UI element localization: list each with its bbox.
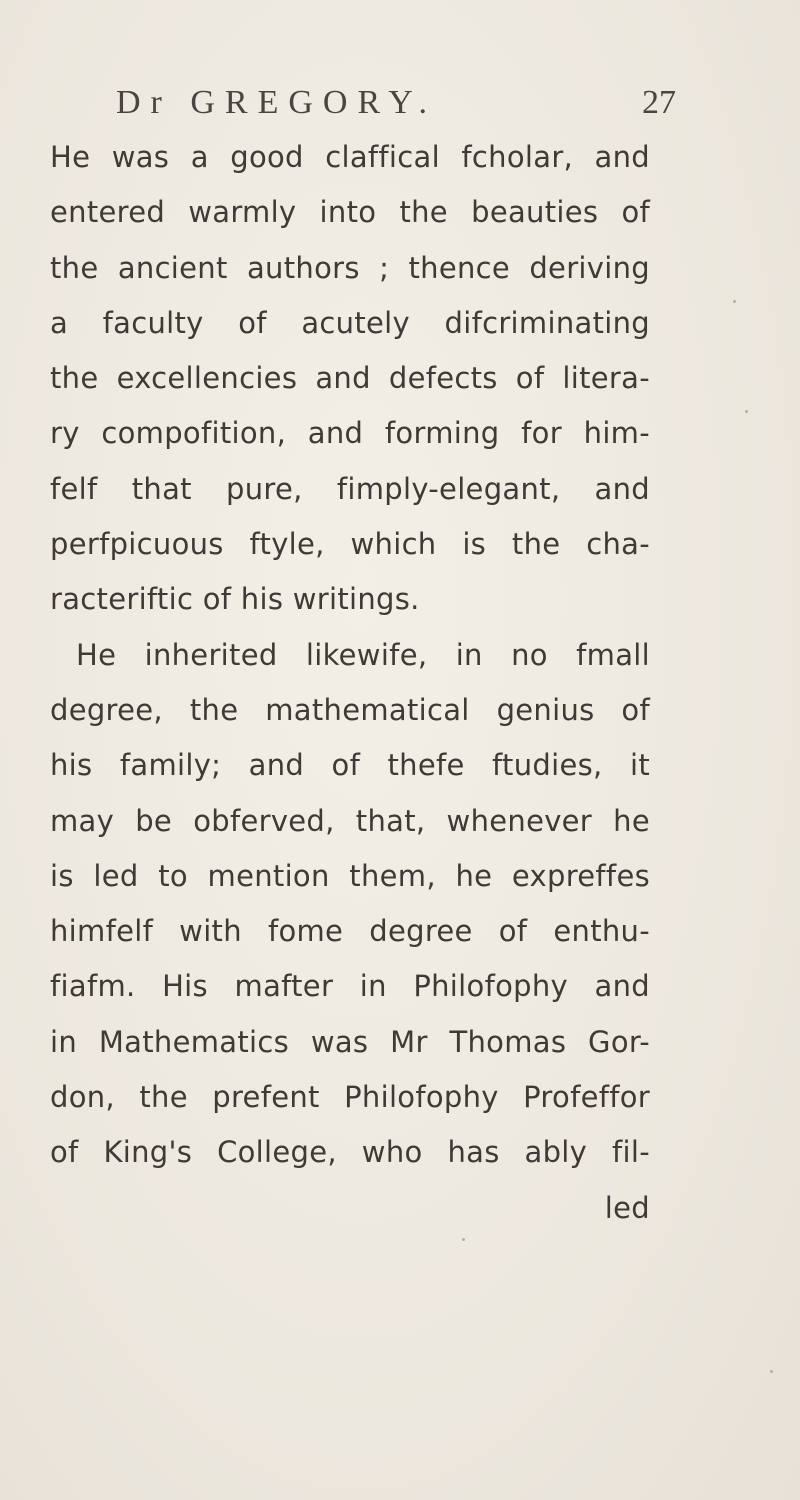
text-line: in Mathematics was Mr Thomas Gor- (50, 1024, 650, 1059)
paper-speck (745, 410, 748, 413)
text-line: degree, the mathematical genius of (50, 692, 650, 727)
text-line: may be obferved, that, whenever he (50, 803, 650, 838)
text-line: perfpicuous ftyle, which is the cha- (50, 527, 650, 562)
page-number: 27 (642, 84, 676, 121)
text-line: He inherited likewife, in no fmall (76, 637, 650, 672)
text-line: felf that pure, fimply-elegant, and (50, 471, 650, 506)
paper-speck (733, 300, 736, 303)
text-line: himfelf with fome degree of enthu- (50, 914, 650, 949)
running-head (116, 84, 676, 128)
text-line: a faculty of acutely difcriminating (50, 305, 650, 340)
text-line: entered warmly into the beauties of (50, 195, 650, 230)
running-head-title: Dr GREGORY. (116, 84, 437, 121)
paper-speck (462, 1238, 465, 1241)
text-line: his family; and of thefe ftudies, it (50, 748, 650, 783)
text-line: fiafm. His mafter in Philofophy and (50, 969, 650, 1004)
text-line: racteriftic of his writings. (50, 582, 420, 617)
paper-speck (770, 1370, 773, 1373)
text-line: of King's College, who has ably fil- (50, 1135, 650, 1170)
text-line: the excellencies and defects of litera- (50, 361, 650, 396)
text-line: don, the prefent Philofophy Profeffor (50, 1080, 650, 1115)
text-line: is led to mention them, he expreffes (50, 858, 650, 893)
text-line: He was a good claffical fcholar, and (50, 140, 650, 174)
text-line: the ancient authors ; thence deriving (50, 250, 650, 285)
catchword: led (604, 1190, 650, 1225)
body-text (50, 130, 650, 1236)
text-line: ry compofition, and forming for him- (50, 416, 650, 451)
